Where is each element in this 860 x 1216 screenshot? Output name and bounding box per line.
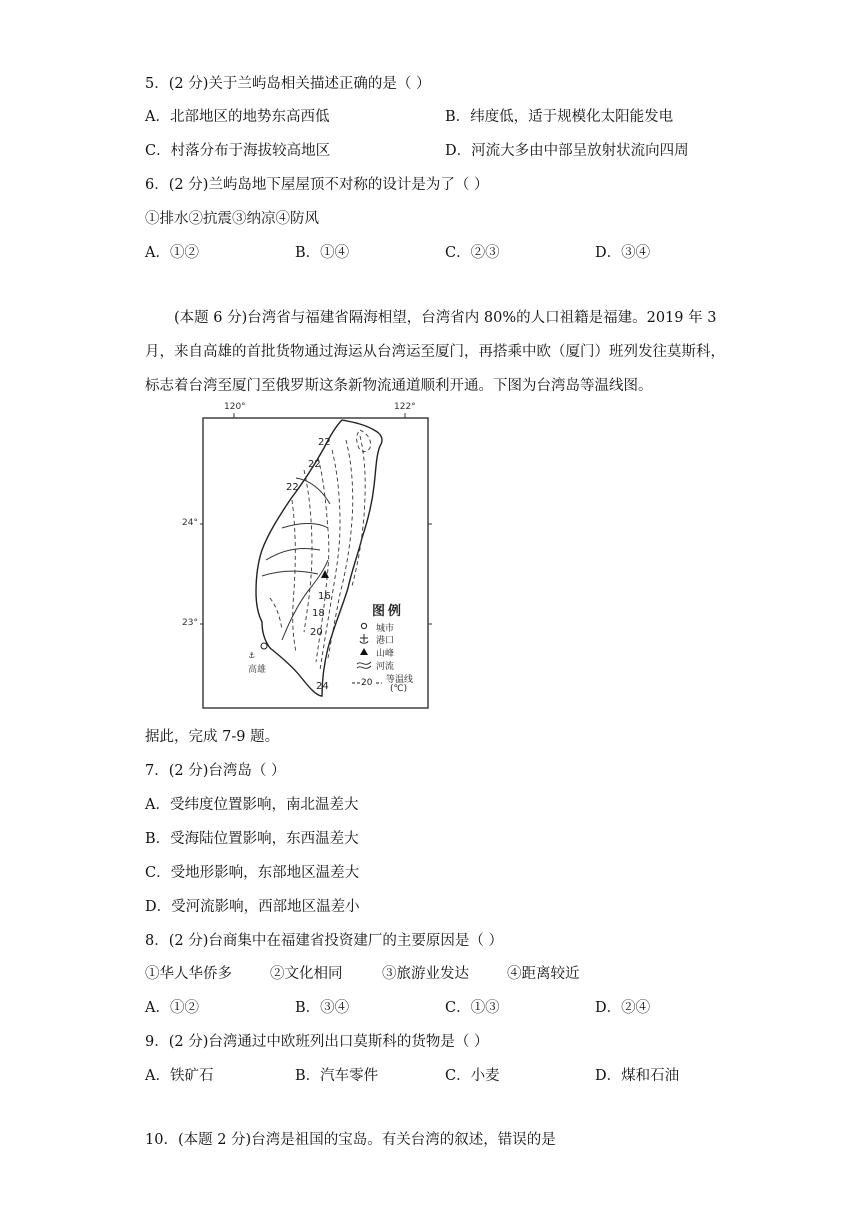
q6-items: ①排水②抗震③纳凉④防风	[145, 211, 319, 227]
q9-option-a: A．铁矿石	[145, 1068, 214, 1084]
q7-option-d: D．受河流影响，西部地区温差小	[145, 899, 360, 915]
isotherm-label-18: 18	[312, 608, 325, 619]
q10-stem: 10．(本题 2 分)台湾是祖国的宝岛。有关台湾的叙述，错误的是	[145, 1132, 556, 1148]
q8-option-c: C．①③	[445, 1000, 500, 1016]
q5-option-a: A．北部地区的地势东高西低	[145, 109, 330, 125]
q6-option-c: C．②③	[445, 245, 500, 261]
q9-option-b: B．汽车零件	[295, 1068, 379, 1084]
q6-stem: 6．(2 分)兰屿岛地下屋屋顶不对称的设计是为了（ ）	[145, 177, 489, 193]
q5-stem: 5．(2 分)关于兰屿岛相关描述正确的是（ ）	[145, 76, 431, 92]
q8-item-1: ①华人华侨多	[145, 966, 232, 982]
q7-option-c: C．受地形影响，东部地区温差大	[145, 865, 360, 881]
latitude-24-label: 24°	[182, 518, 198, 528]
q5-option-c: C．村落分布于海拔较高地区	[145, 143, 331, 159]
legend-title: 图例	[372, 604, 405, 619]
isotherm-label-22-west: 22	[286, 482, 299, 493]
latitude-23-label: 23°	[182, 618, 198, 628]
q8-option-a: A．①②	[145, 1000, 199, 1016]
map-drawing	[200, 400, 432, 710]
legend-isotherm-value: 20	[361, 678, 373, 688]
isotherm-label-20: 20	[310, 627, 323, 638]
port-anchor-icon: ⚓	[248, 651, 256, 660]
legend-city: 城市	[376, 624, 395, 634]
q9-option-d: D．煤和石油	[595, 1068, 680, 1084]
longitude-120-label: 120°	[224, 402, 246, 412]
isotherm-label-24: 24	[316, 681, 329, 692]
after-map-instruction: 据此，完成 7-9 题。	[145, 729, 280, 745]
q8-option-d: D．②④	[595, 1000, 651, 1016]
q5-option-b: B．纬度低，适于规模化太阳能发电	[445, 109, 674, 125]
q8-item-3: ③旅游业发达	[382, 966, 469, 982]
q6-option-a: A．①②	[145, 245, 199, 261]
isotherm-label-16: 16	[318, 591, 331, 602]
legend-isotherm: 等温线	[386, 675, 414, 685]
legend-port: 港口	[376, 636, 395, 646]
q9-stem: 9．(2 分)台湾通过中欧班列出口莫斯科的货物是（ ）	[145, 1034, 489, 1050]
q8-stem: 8．(2 分)台商集中在福建省投资建厂的主要原因是（ ）	[145, 933, 503, 949]
q8-item-2: ②文化相同	[270, 966, 343, 982]
q9-option-c: C．小麦	[445, 1068, 500, 1084]
q7-option-b: B．受海陆位置影响，东西温差大	[145, 831, 359, 847]
longitude-122-label: 122°	[394, 402, 416, 412]
legend-river: 河流	[376, 662, 395, 672]
taiwan-isotherm-map	[182, 400, 432, 710]
q8-option-b: B．③④	[295, 1000, 350, 1016]
legend-unit: (℃)	[390, 684, 408, 694]
city-label-kaohsiung: 高雄	[248, 665, 267, 675]
q8-item-4: ④距离较近	[507, 966, 580, 982]
passage-text: (本题 6 分)台湾省与福建省隔海相望，台湾省内 80%的人口祖籍是福建。2019 年 3 月，来自高雄的首批货物通过海运从台湾运至厦门，再搭乘中欧（厦门）班列发往莫斯科，标志着台湾至厦门至俄罗斯这条新物流通道顺利开通。下图为台湾岛等温线图。	[145, 310, 725, 394]
isotherm-label-22-mid: 22	[308, 459, 321, 470]
q6-option-b: B．①④	[295, 245, 350, 261]
q7-stem: 7．(2 分)台湾岛（ ）	[145, 763, 286, 779]
q5-option-d: D．河流大多由中部呈放射状流向四周	[445, 143, 689, 159]
legend-peak: 山峰	[376, 649, 395, 659]
q7-option-a: A．受纬度位置影响，南北温差大	[145, 797, 359, 813]
q6-option-d: D．③④	[595, 245, 651, 261]
isotherm-label-22-north: 22	[318, 437, 331, 448]
